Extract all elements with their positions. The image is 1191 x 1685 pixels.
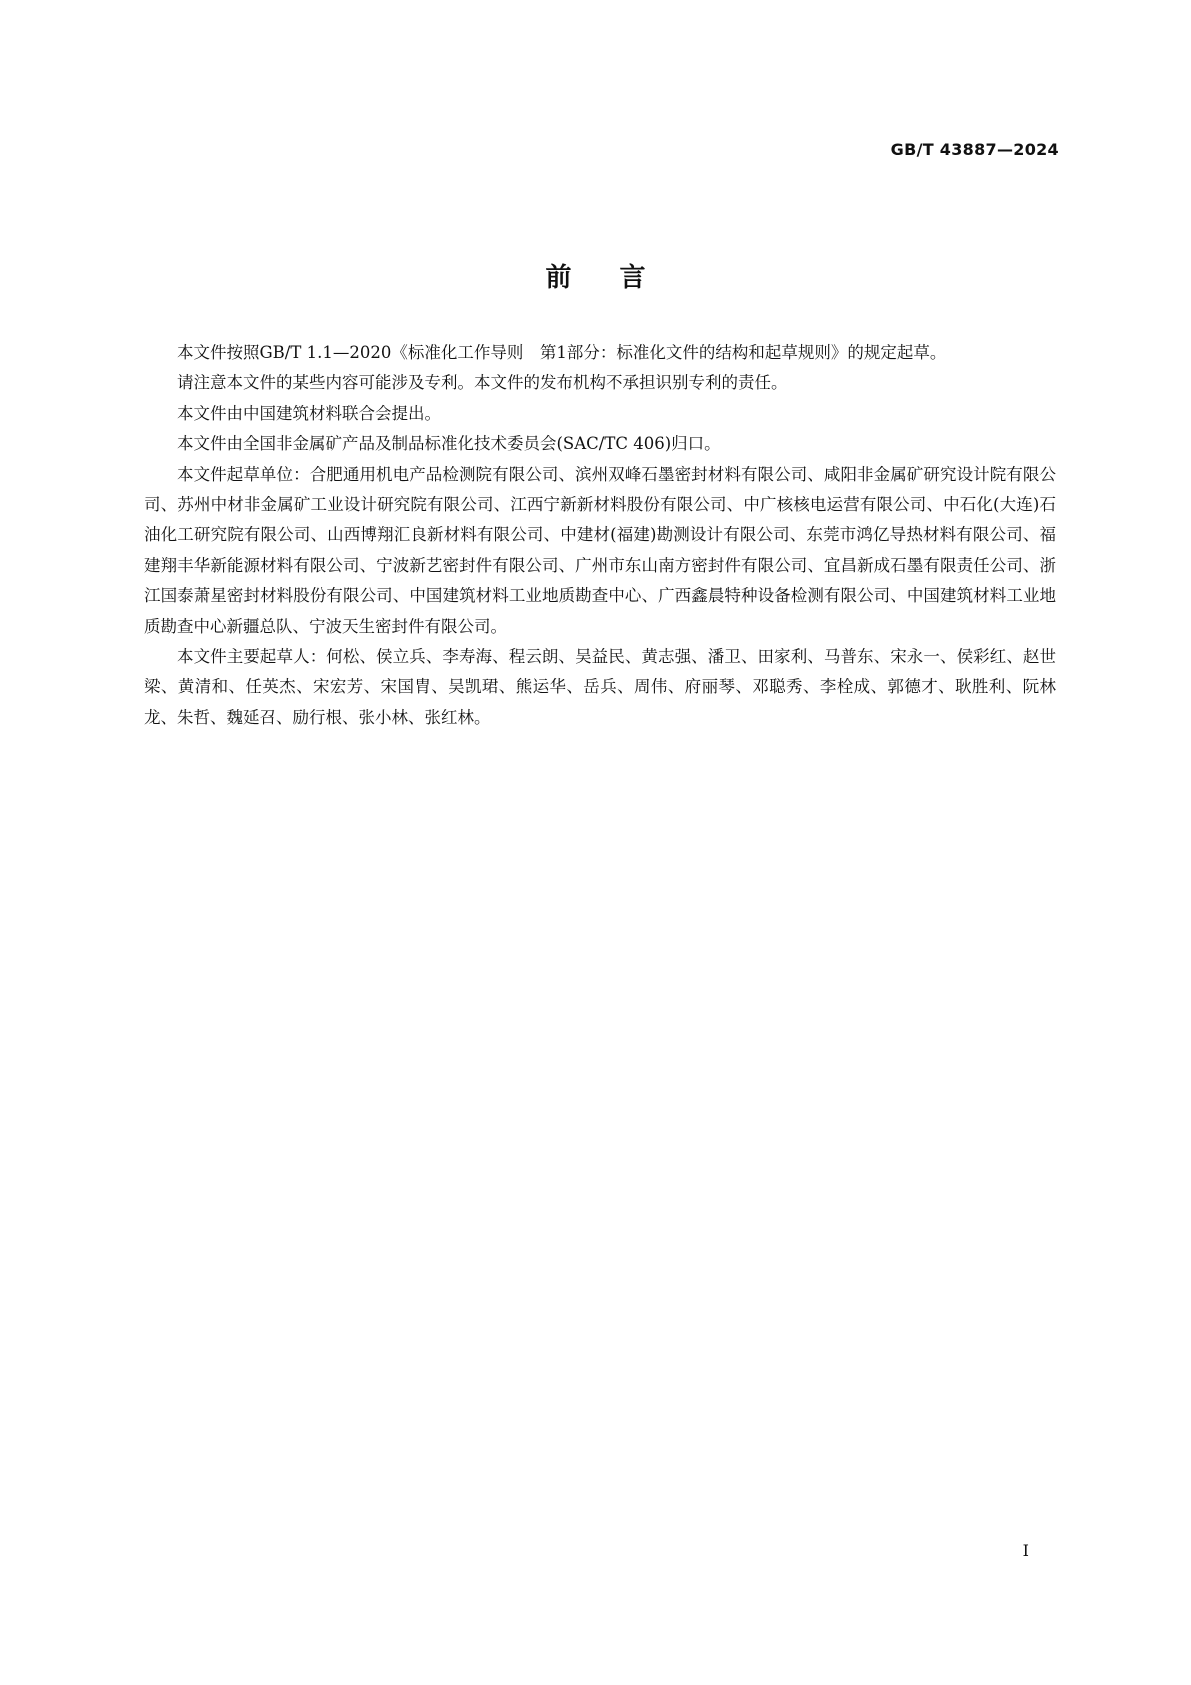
page-number: I [1022,1541,1029,1560]
paragraph-committee: 本文件由全国非金属矿产品及制品标准化技术委员会(SAC/TC 406)归口。 [177,434,721,454]
paragraph-drafting-rules: 本文件按照GB/T 1.1—2020《标准化工作导则 第1部分：标准化文件的结构和起草规则》的规定起草。 [177,343,947,362]
page-title: 前言 [545,263,694,294]
paragraph-patent-notice: 请注意本文件的某些内容可能涉及专利。本文件的发布机构不承担识别专利的责任。 [177,373,788,393]
preface-body [144,338,1056,733]
paragraph-proposer: 本文件由中国建筑材料联合会提出。 [177,403,441,423]
standard-number: GB/T 43887—2024 [890,140,1059,159]
paragraph-drafting-units: 本文件起草单位：合肥通用机电产品检测院有限公司、滨州双峰石墨密封材料有限公司、咸阳非金属矿研究设计院有限公司、苏州中材非金属矿工业设计研究院有限公司、江西宁新新材料股份有限公司、中广核核电运营有限公司、中石化(大连)石油化工研究院有限公司、山西博翔汇良新材料有限公司、中建材(福建)勘测设计有限公司、东莞市鸿亿导热材料有限公司、福建翔丰华新能源材料有限公司、宁波新艺密封件有限公司、广州市东山南方密封件有限公司、宜昌新成石墨有限责任公司、浙江国泰萧星密封材料股份有限公司、中国建筑材料工业地质勘查中心、广西鑫晨特种设备检测有限公司、中国建筑材料工业地质勘查中心新疆总队、宁波天生密封件有限公司。 [144,464,1056,636]
paragraph-drafters: 本文件主要起草人：何松、侯立兵、李寿海、程云朗、吴益民、黄志强、潘卫、田家利、马普东、宋永一、侯彩红、赵世梁、黄清和、任英杰、宋宏芳、宋国胄、吴凯珺、熊运华、岳兵、周伟、府丽琴、邓聪秀、李栓成、郭德才、耿胜利、阮林龙、朱哲、魏延召、励行根、张小林、张红林。 [144,647,1056,727]
